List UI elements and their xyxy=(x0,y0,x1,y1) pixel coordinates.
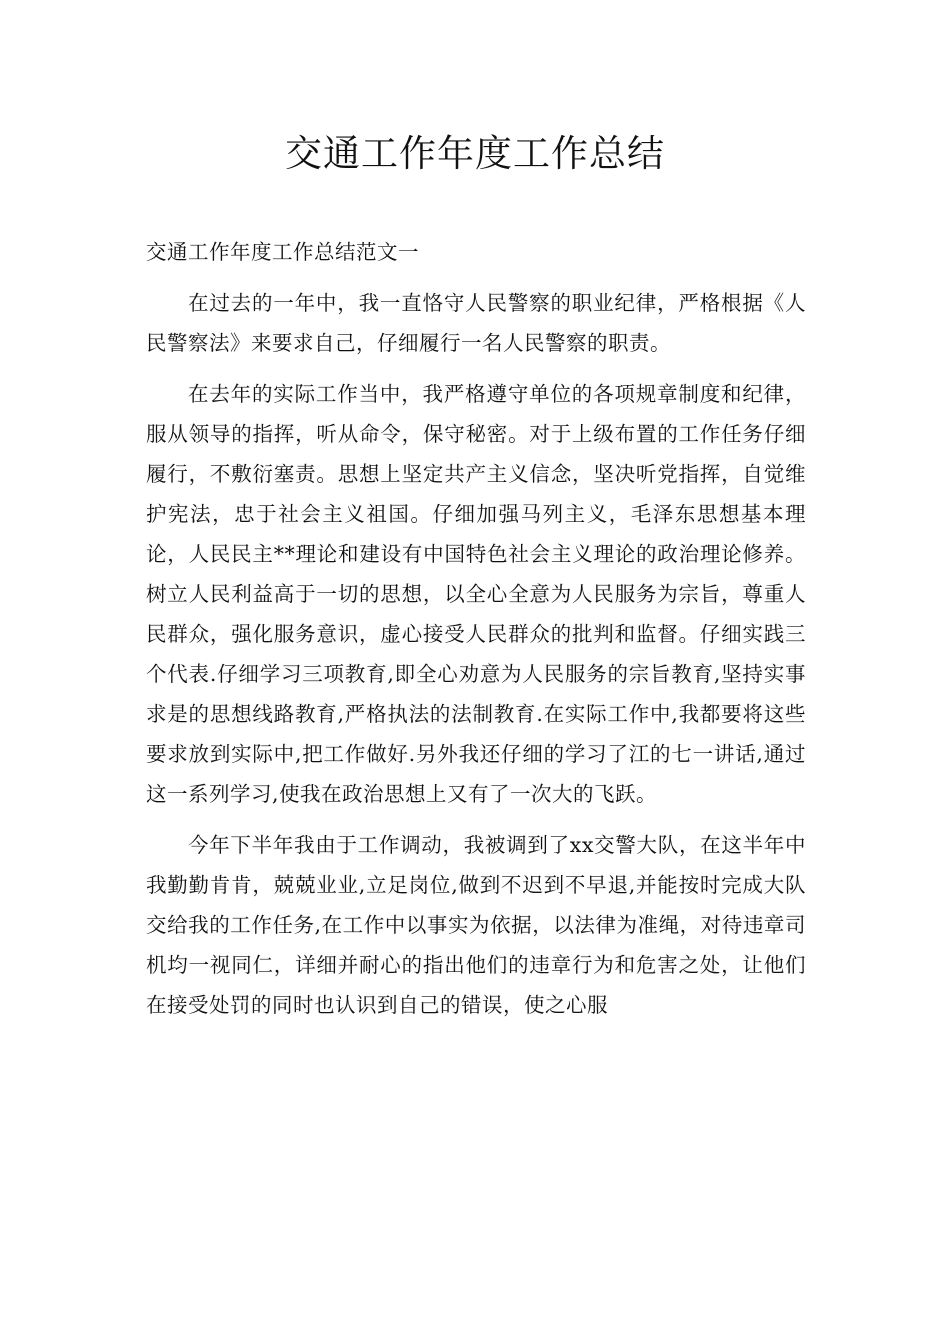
document-subtitle: 交通工作年度工作总结范文一 xyxy=(146,240,419,264)
paragraph-2: 在去年的实际工作当中，我严格遵守单位的各项规章制度和纪律，服从领导的指挥，听从命令，保守秘密。对于上级布置的工作任务仔细履行，不敷衍塞责。思想上坚定共产主义信念，坚决听党指挥，自觉维护宪法，忠于社会主义祖国。仔细加强马列主义，毛泽东思想基本理论，人民民主**理论和建设有中国特色社会主义理论的政治理论修养。树立人民利益高于一切的思想，以全心全意为人民服务为宗旨，尊重人民群众，强化服务意识，虚心接受人民群众的批判和监督。仔细实践三个代表.仔细学习三项教育,即全心劝意为人民服务的宗旨教育,坚持实事求是的思想线路教育,严格执法的法制教育.在实际工作中,我都要将这些要求放到实际中,把工作做好.另外我还仔细的学习了江的七一讲话,通过这一系列学习,使我在政治思想上又有了一次大的飞跃。 xyxy=(146,382,806,806)
paragraph-3: 今年下半年我由于工作调动，我被调到了xx交警大队，在这半年中我勤勤肯肯，兢兢业业,立足岗位,做到不迟到不早退,并能按时完成大队交给我的工作任务,在工作中以事实为依据，以法律为准绳，对待违章司机均一视同仁，详细并耐心的指出他们的违章行为和危害之处，让他们在接受处罚的同时也认识到自己的错误，使之心服 xyxy=(146,833,806,1017)
document-body xyxy=(146,232,806,1036)
paragraph-1: 在过去的一年中，我一直恪守人民警察的职业纪律，严格根据《人民警察法》来要求自己，仔细履行一名人民警察的职责。 xyxy=(146,291,806,355)
document-title: 交通工作年度工作总结 xyxy=(285,132,665,175)
